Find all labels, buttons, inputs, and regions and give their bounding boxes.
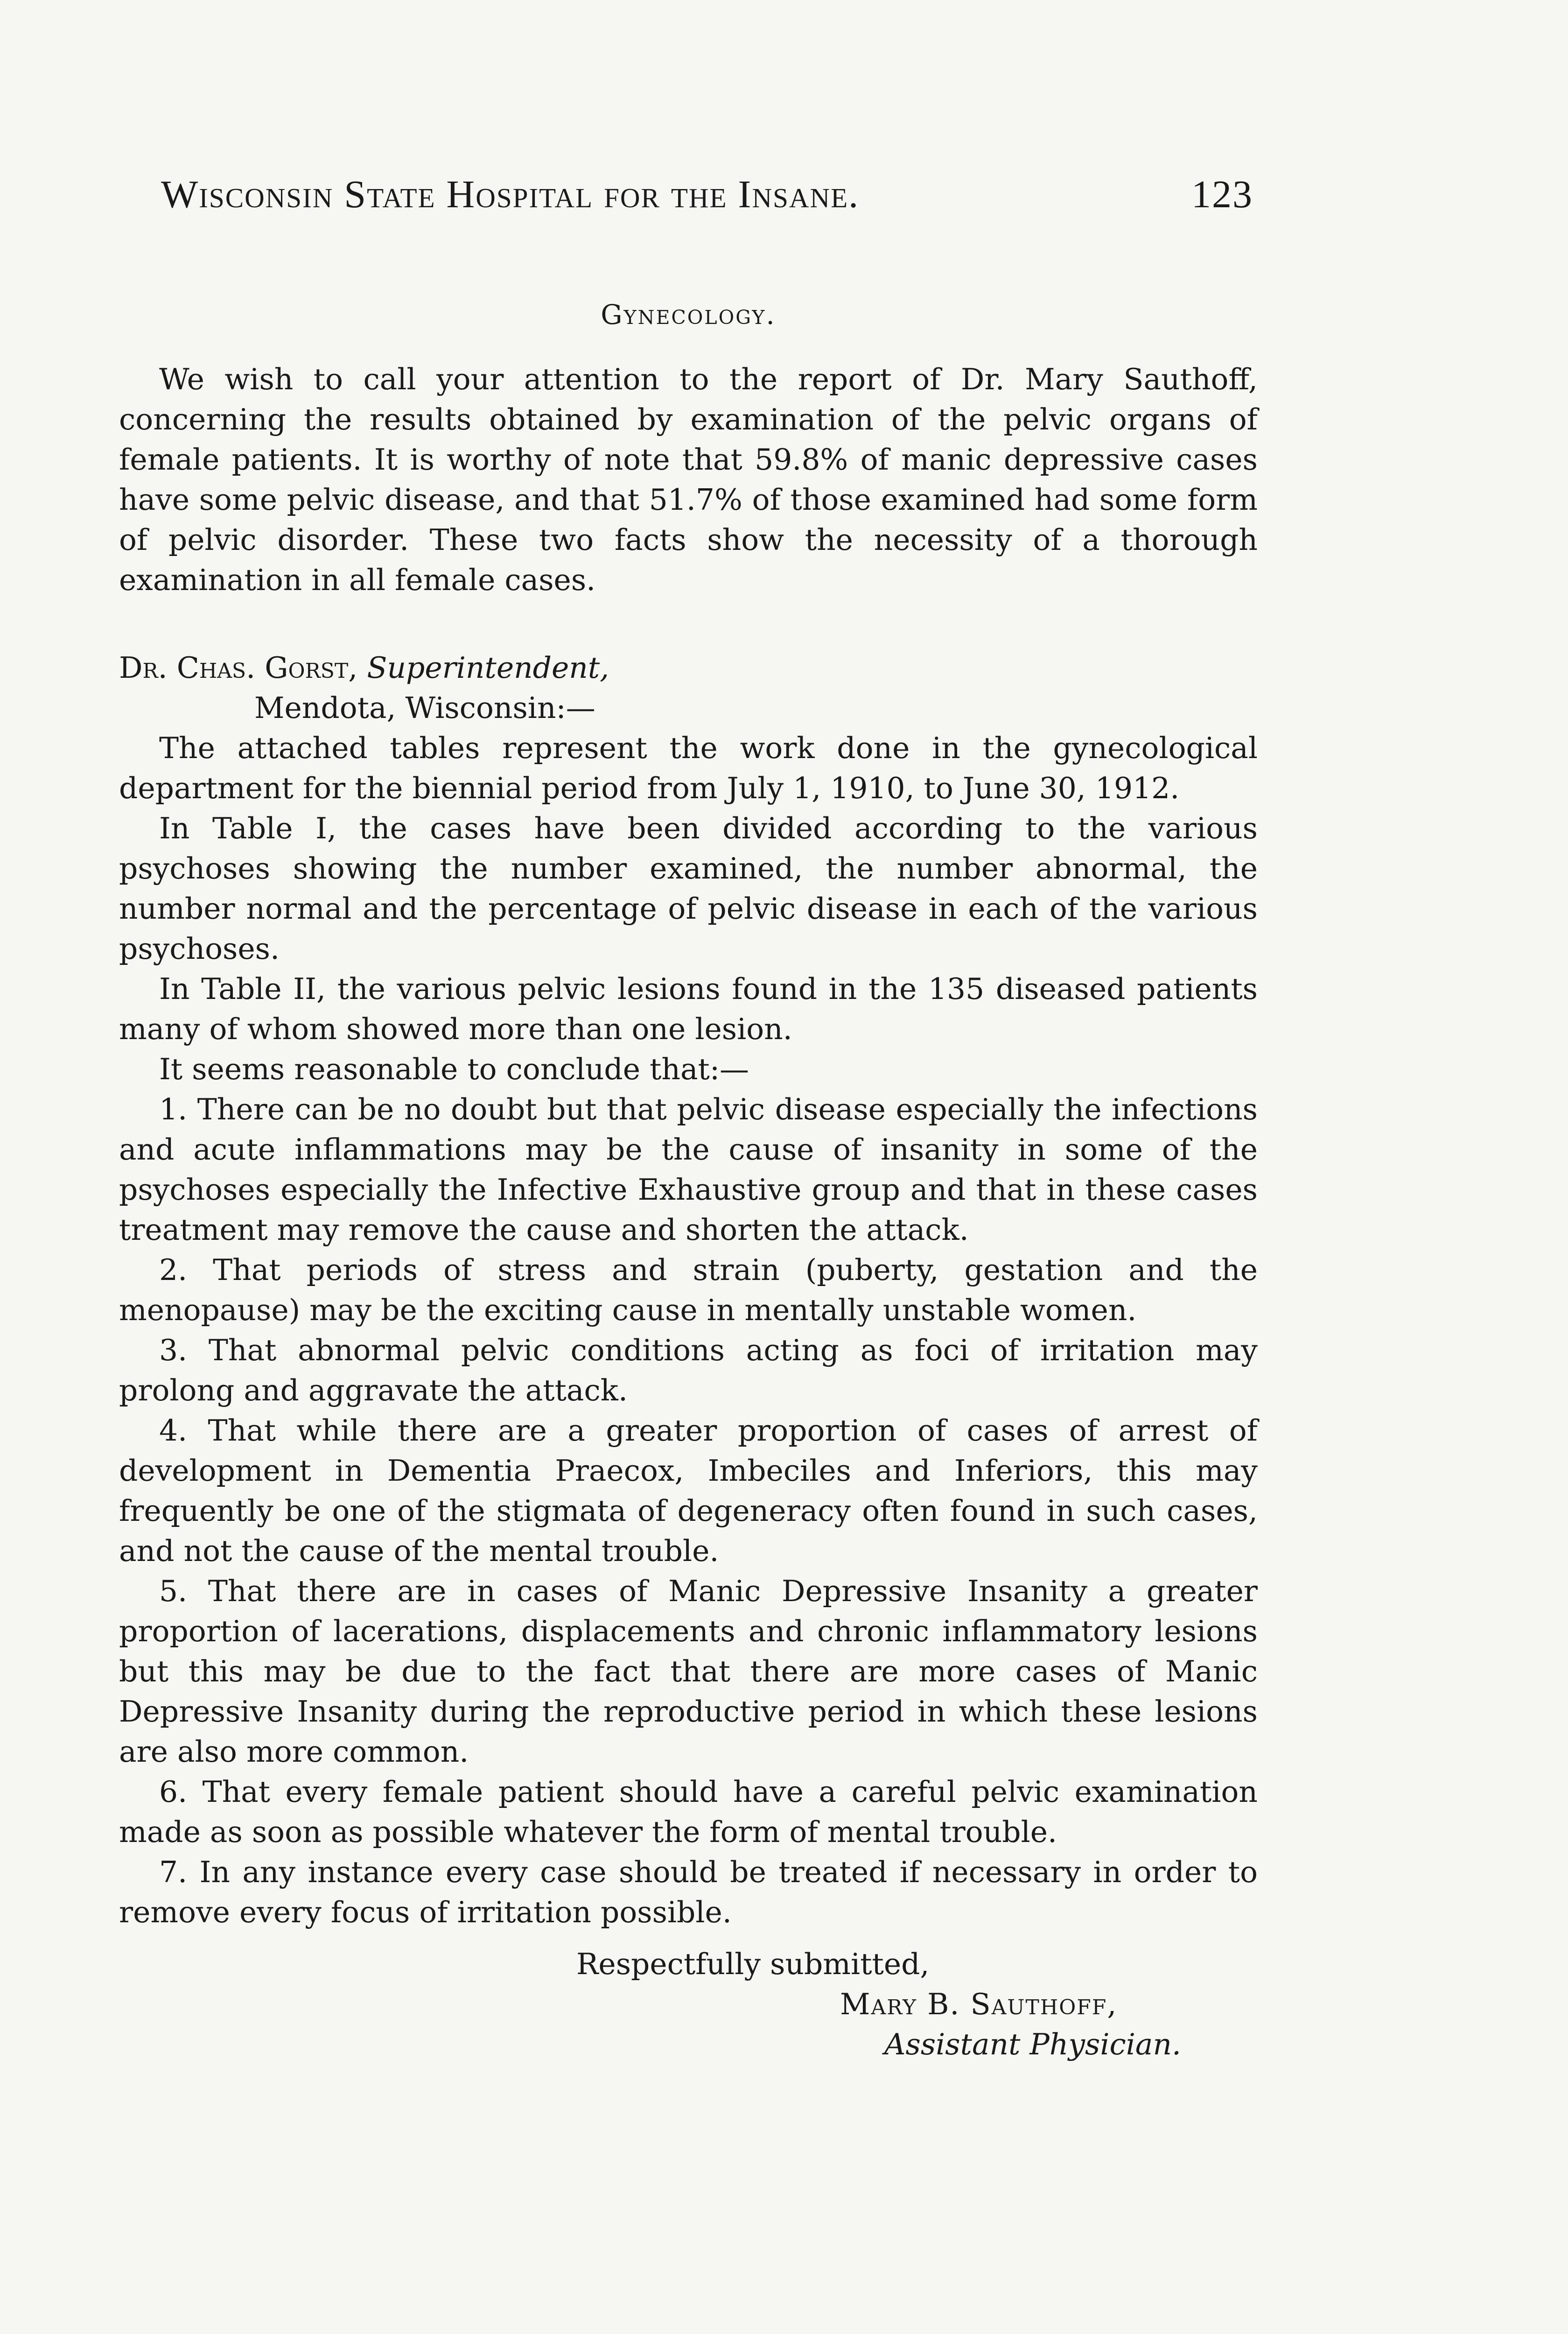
conclusion-item: 1. There can be no doubt but that pelvic disease especially the infections and acute inflammations may be the cause of insanity in some of the psychoses especially the Infective Exhaustive group and that in these cases treatment may remove the cause and shorten the attack. bbox=[119, 1092, 1258, 1247]
closing-phrase: Respectfully submitted, bbox=[576, 1947, 930, 1981]
conclusion-item: 4. That while there are a greater proportion of cases of arrest of development in Dementia Praecox, Imbeciles and Inferiors, this may frequently be one of the stigmata of degeneracy often found in such cases, and not the cause of the mental trouble. bbox=[119, 1413, 1258, 1568]
salutation bbox=[119, 648, 609, 728]
signature-name: Mary B. Sauthoff, bbox=[840, 1987, 1118, 2021]
addressee-place: Mendota, Wisconsin:— bbox=[254, 691, 595, 725]
page-number: 123 bbox=[1191, 173, 1253, 216]
intro-paragraph: We wish to call your attention to the report of Dr. Mary Sauthoff, concerning the results obtained by examination of the pelvic organs of female patients. It is worthy of note that 59.8% of manic depressive cases have some pelvic disease, and that 51.7% of those examined had some form of pelvic disorder. These two facts show the necessity of a thorough examination in all female cases. bbox=[119, 362, 1258, 597]
conclusion-item: 5. That there are in cases of Manic Depressive Insanity a greater proportion of lacerations, displacements and chronic inflammatory lesions but this may be due to the fact that there are more cases of Manic Depressive Insanity during the reproductive period in which these lesions are also more common. bbox=[119, 1574, 1258, 1769]
addressee-name: Dr. Chas. Gorst, bbox=[119, 651, 358, 685]
section-heading: Gynecology. bbox=[601, 299, 776, 330]
conclusion-item: 3. That abnormal pelvic conditions acting as foci of irritation may prolong and aggravate the attack. bbox=[119, 1333, 1258, 1407]
signature-title: Assistant Physician. bbox=[884, 2027, 1182, 2061]
letter-body bbox=[119, 728, 1258, 1933]
conclusion-item: 2. That periods of stress and strain (puberty, gestation and the menopause) may be the exciting cause in mentally unstable women. bbox=[119, 1253, 1258, 1327]
addressee-role: Superintendent, bbox=[367, 651, 609, 685]
letter-paragraph: It seems reasonable to conclude that:— bbox=[159, 1052, 749, 1086]
letter-paragraph: In Table I, the cases have been divided according to the various psychoses showing the number examined, the number abnormal, the number normal and the percentage of pelvic disease in each of the various psychoses. bbox=[119, 811, 1258, 966]
page bbox=[119, 0, 1258, 2334]
conclusion-item: 7. In any instance every case should be treated if necessary in order to remove every focus of irritation possible. bbox=[119, 1855, 1258, 1929]
letter-closing bbox=[119, 1944, 1258, 2065]
conclusion-item: 6. That every female patient should have a careful pelvic examination made as soon as possible whatever the form of mental trouble. bbox=[119, 1775, 1258, 1849]
running-head-title: Wisconsin State Hospital for the Insane. bbox=[161, 173, 860, 216]
intro-paragraph-block bbox=[119, 359, 1258, 600]
letter-paragraph: In Table II, the various pelvic lesions found in the 135 diseased patients many of whom showed more than one lesion. bbox=[119, 972, 1258, 1046]
letter-paragraph: The attached tables represent the work done in the gynecological department for the biennial period from July 1, 1910, to June 30, 1912. bbox=[119, 731, 1258, 805]
